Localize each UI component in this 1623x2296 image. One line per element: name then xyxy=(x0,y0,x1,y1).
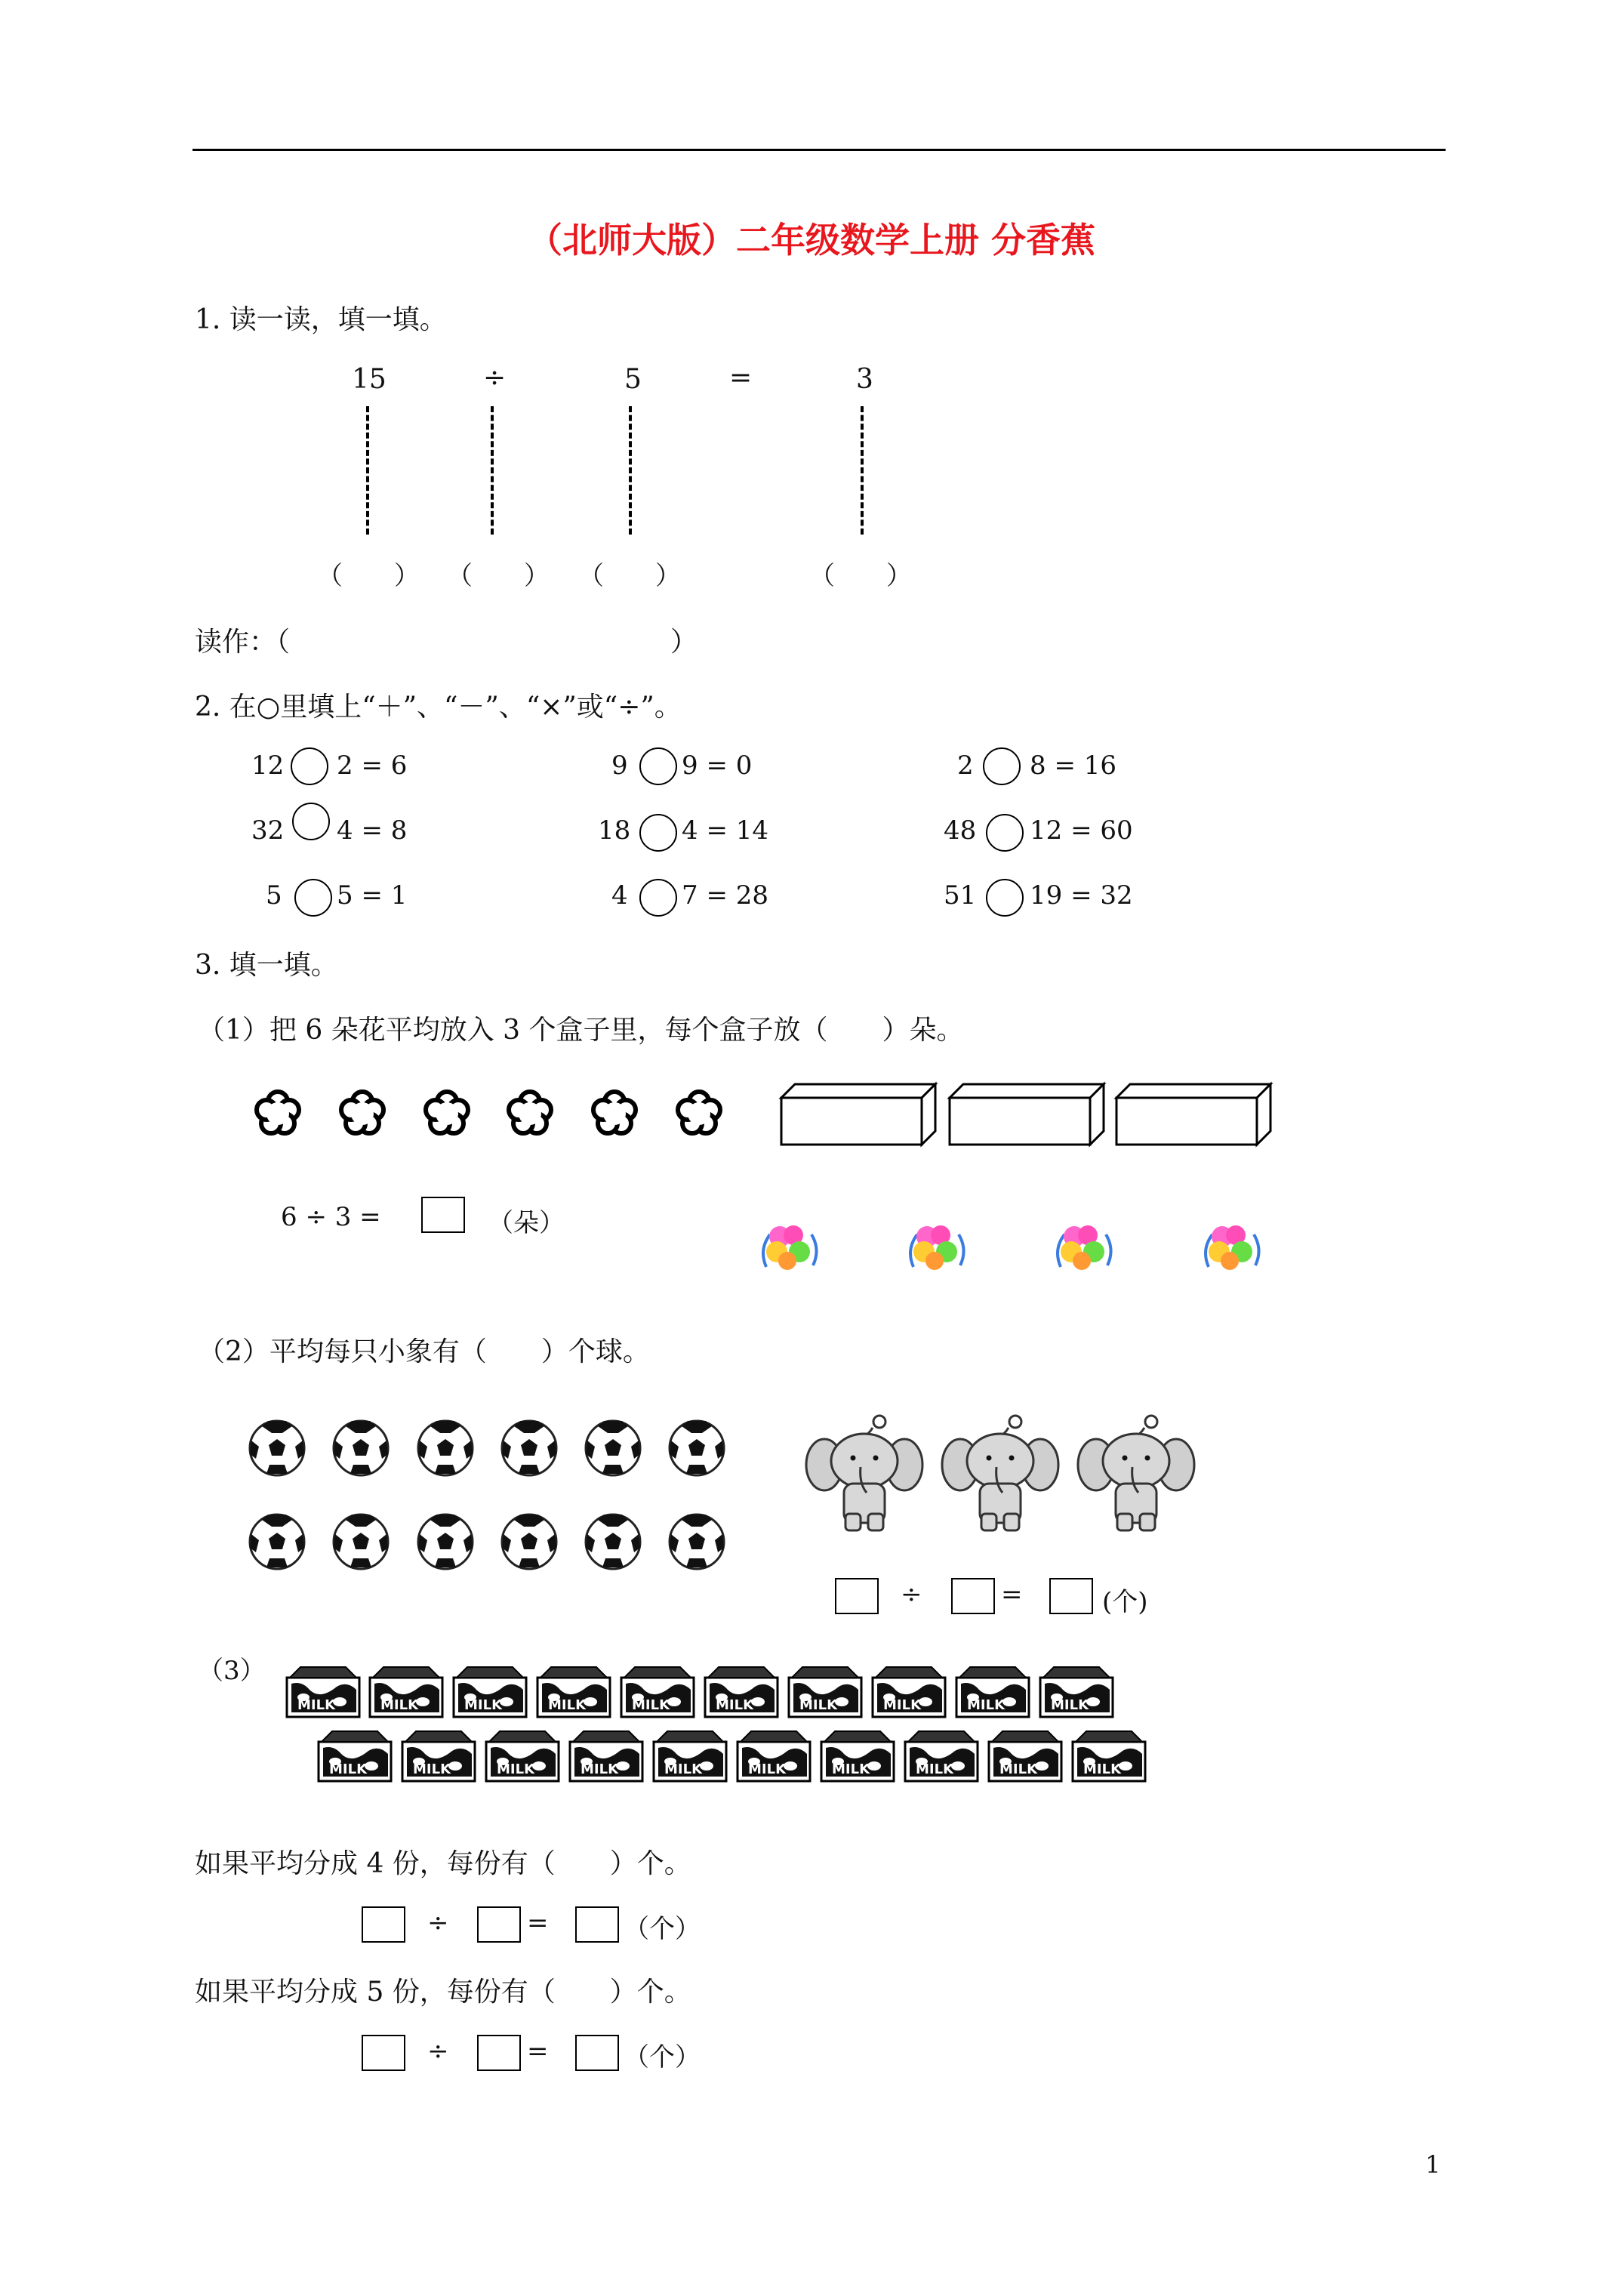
divide-sign: ÷ xyxy=(427,2036,449,2066)
milk-label: MILK xyxy=(380,1697,419,1713)
milk-label: MILK xyxy=(548,1697,587,1713)
q1-blank[interactable]: （ ） xyxy=(317,561,420,591)
q2-rest: 4 = 8 xyxy=(337,815,408,846)
clover-icon xyxy=(910,1225,964,1270)
elephant-icon xyxy=(942,1416,1058,1530)
q2-rest: 5 = 1 xyxy=(337,880,408,911)
flower-icon xyxy=(426,1092,468,1133)
q3-part3-question-a[interactable]: 如果平均分成 4 份，每份有（ ）个。 xyxy=(195,1848,691,1879)
milk-label: MILK xyxy=(1051,1697,1089,1713)
flower-icon xyxy=(593,1092,636,1133)
milk-label: MILK xyxy=(297,1697,336,1713)
q2-operator-circle[interactable] xyxy=(639,879,677,917)
flower-row xyxy=(249,1087,747,1140)
box-icon xyxy=(950,1084,1104,1145)
milk-label: MILK xyxy=(883,1697,922,1713)
q2-operand: 48 xyxy=(944,815,977,846)
elephant-icon xyxy=(1078,1416,1194,1530)
milk-carton-grid xyxy=(279,1652,1163,1780)
flower-icon xyxy=(678,1092,720,1133)
box-icon xyxy=(1116,1084,1270,1145)
q2-heading: 2. 在○里填上“＋”、“－”、“×”或“÷”。 xyxy=(195,692,682,723)
q1-term-divisor: 5 xyxy=(624,364,642,395)
q3-part1-text[interactable]: （1）把 6 朵花平均放入 3 个盒子里，每个盒子放（ ）朵。 xyxy=(198,1015,964,1046)
q2-rest: 12 = 60 xyxy=(1030,815,1133,846)
q1-dash-line xyxy=(629,406,632,535)
unit-label: （个） xyxy=(624,2042,701,2073)
q3-heading: 3. 填一填。 xyxy=(195,950,338,981)
q2-rest: 8 = 16 xyxy=(1030,750,1116,781)
q2-operator-circle[interactable] xyxy=(639,747,677,785)
box-icon xyxy=(781,1084,935,1145)
milk-label: MILK xyxy=(632,1697,670,1713)
answer-box[interactable] xyxy=(835,1578,879,1614)
ball-grid xyxy=(245,1416,744,1574)
milk-label: MILK xyxy=(413,1761,451,1777)
q2-operand: 4 xyxy=(611,880,628,911)
soccer-ball-icon xyxy=(418,1421,473,1475)
q2-rest: 4 = 14 xyxy=(682,815,768,846)
flower-icon xyxy=(257,1092,299,1133)
milk-label: MILK xyxy=(581,1761,619,1777)
q3-part1-unit: （朵） xyxy=(488,1208,565,1238)
q2-operand: 51 xyxy=(944,880,977,911)
q1-term-equals: = xyxy=(729,362,753,393)
q1-term-quotient: 3 xyxy=(856,364,873,395)
q2-operator-circle[interactable] xyxy=(983,747,1021,785)
q1-heading: 1. 读一读，填一填。 xyxy=(195,304,447,335)
soccer-ball-icon xyxy=(586,1515,640,1569)
milk-label: MILK xyxy=(999,1761,1038,1777)
answer-box[interactable] xyxy=(362,1906,405,1943)
q2-rest: 19 = 32 xyxy=(1030,880,1133,911)
answer-box[interactable] xyxy=(1049,1578,1093,1614)
elephant-row xyxy=(808,1408,1215,1544)
answer-box[interactable] xyxy=(951,1578,995,1614)
equals-sign: = xyxy=(527,1908,549,1938)
q2-operand: 12 xyxy=(251,750,285,781)
soccer-ball-icon xyxy=(250,1515,304,1569)
milk-label: MILK xyxy=(329,1761,368,1777)
q1-read-as[interactable]: 读作：（ ） xyxy=(195,627,698,658)
milk-label: MILK xyxy=(664,1761,703,1777)
q2-operand: 5 xyxy=(266,880,282,911)
q3-part3-question-b[interactable]: 如果平均分成 5 份，每份有（ ）个。 xyxy=(195,1977,691,2008)
q2-rest: 9 = 0 xyxy=(682,750,753,781)
page-number: 1 xyxy=(1425,2150,1441,2179)
answer-box[interactable] xyxy=(477,2035,521,2071)
clover-icon xyxy=(763,1225,817,1270)
q1-blank[interactable]: （ ） xyxy=(809,561,912,591)
header-rule xyxy=(192,149,1446,151)
q2-operand: 32 xyxy=(251,815,285,846)
q1-dash-line xyxy=(366,406,369,535)
equals-sign: = xyxy=(1001,1579,1023,1610)
q2-operator-circle[interactable] xyxy=(986,814,1024,852)
milk-label: MILK xyxy=(832,1761,870,1777)
clover-icon xyxy=(1206,1225,1259,1270)
clover-decoration xyxy=(728,1208,1295,1291)
elephant-icon xyxy=(806,1416,922,1530)
milk-label: MILK xyxy=(916,1761,954,1777)
soccer-ball-icon xyxy=(418,1515,473,1569)
flower-icon xyxy=(509,1092,551,1133)
soccer-ball-icon xyxy=(502,1421,556,1475)
q3-part2-text[interactable]: （2）平均每只小象有（ ）个球。 xyxy=(198,1336,650,1367)
soccer-ball-icon xyxy=(250,1421,304,1475)
milk-label: MILK xyxy=(497,1761,535,1777)
unit-label: (个) xyxy=(1102,1587,1148,1617)
q2-rest: 7 = 28 xyxy=(682,880,768,911)
answer-box[interactable] xyxy=(575,2035,619,2071)
answer-box[interactable] xyxy=(575,1906,619,1943)
soccer-ball-icon xyxy=(502,1515,556,1569)
q2-operator-circle[interactable] xyxy=(292,803,330,840)
milk-label: MILK xyxy=(967,1697,1006,1713)
milk-label: MILK xyxy=(716,1697,754,1713)
q3-part3-label: （3） xyxy=(198,1656,266,1686)
q2-operator-circle[interactable] xyxy=(986,879,1024,917)
equals-sign: = xyxy=(527,2036,549,2066)
soccer-ball-icon xyxy=(334,1421,388,1475)
q1-dash-line xyxy=(491,406,494,535)
q2-operand: 9 xyxy=(611,750,628,781)
q2-operand: 18 xyxy=(598,815,631,846)
q2-operator-circle[interactable] xyxy=(639,814,677,852)
q1-blank[interactable]: （ ） xyxy=(447,561,550,591)
answer-box[interactable] xyxy=(477,1906,521,1943)
flower-icon xyxy=(341,1092,383,1133)
milk-label: MILK xyxy=(748,1761,787,1777)
clover-icon xyxy=(1058,1225,1111,1270)
q1-term-divide: ÷ xyxy=(483,362,507,393)
milk-label: MILK xyxy=(464,1697,503,1713)
milk-label: MILK xyxy=(1083,1761,1122,1777)
soccer-ball-icon xyxy=(670,1421,724,1475)
q2-operand: 2 xyxy=(957,750,974,781)
answer-box[interactable] xyxy=(362,2035,405,2071)
soccer-ball-icon xyxy=(670,1515,724,1569)
unit-label: （个） xyxy=(624,1914,701,1944)
q3-part1-equation: 6 ÷ 3 = xyxy=(281,1202,381,1232)
q2-operator-circle[interactable] xyxy=(294,879,332,917)
milk-label: MILK xyxy=(799,1697,838,1713)
q1-term-dividend: 15 xyxy=(352,364,387,395)
page-title: （北师大版）二年级数学上册 分香蕉 xyxy=(527,220,1095,260)
q2-rest: 2 = 6 xyxy=(337,750,408,781)
divide-sign: ÷ xyxy=(427,1908,449,1938)
box-row xyxy=(780,1081,1270,1149)
divide-sign: ÷ xyxy=(901,1579,922,1610)
soccer-ball-icon xyxy=(334,1515,388,1569)
soccer-ball-icon xyxy=(586,1421,640,1475)
answer-box[interactable] xyxy=(421,1197,465,1233)
q2-operator-circle[interactable] xyxy=(291,747,328,785)
q1-blank[interactable]: （ ） xyxy=(578,561,681,591)
q1-dash-line xyxy=(861,406,864,535)
